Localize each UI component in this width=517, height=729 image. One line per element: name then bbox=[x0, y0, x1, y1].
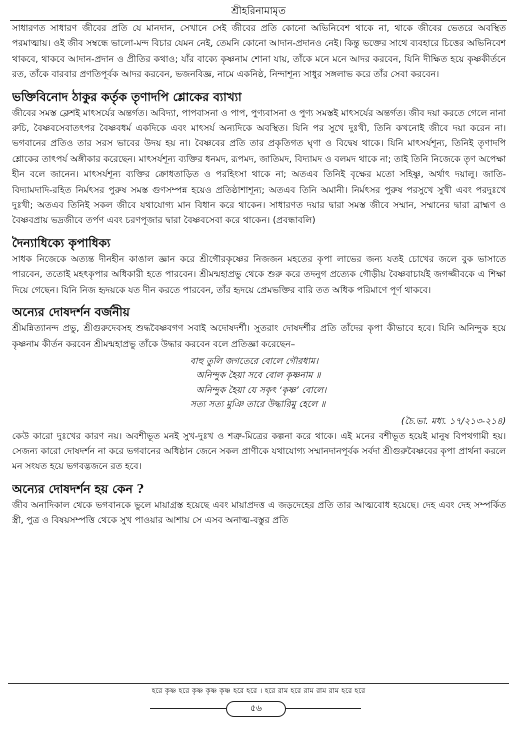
section-paragraph-fault-finding: শ্রীমন্নিত্যানন্দ প্রভু, শ্রীগুরুদেবসহ শুদ্ধবৈষ্ণবগণ সবাই অদোষদর্শী। সুতরাং দোষদর্শীর প্রতি তাঁদের কৃপা কীভাবে হবে। যিনি অনিন্দুক হয়ে কৃষ্ণনাম কীর্তন করবেন শ্রীমন্মহাপ্রভু তাঁকে উদ্ধার করবেন বলে প্রতিজ্ঞা করেছেন– bbox=[12, 324, 506, 350]
section-heading-why-faults: অন্যের দোষদর্শন হয় কেন ? bbox=[12, 481, 144, 496]
section-heading-humility: দৈন্যাধিক্যে কৃপাধিক্য bbox=[12, 235, 111, 250]
page-number: ৫৬ bbox=[226, 701, 286, 717]
verse-block bbox=[12, 355, 506, 413]
verse-citation: (চৈ.ভা. মধ্য. ১৭/২১৩-২১৪) bbox=[401, 416, 506, 427]
page-number-rule-right bbox=[285, 708, 361, 709]
section-heading-trinadapi: ভক্তিবিনোদ ঠাকুর কর্তৃক তৃণাদপি শ্লোকের ব্যাখ্যা bbox=[12, 89, 242, 104]
section-paragraph-why-faults: জীব অনাদিকাল থেকে ভগবানকে ভুলে মায়াগ্রস্ত হয়েছে এবং মায়াপ্রদত্ত এ জড়দেহের প্রতি তার আত্মবোধ হয়েছে। দেহ এবং দেহ সম্পর্কিত স্ত্রী, পুত্র ও বিষয়সম্পত্তি থেকে সুখ পাওয়ার আশায় সে এসব অনাত্ম-বস্তুর প্রতি bbox=[12, 500, 506, 527]
footer-mantra: হরে কৃষ্ণ হরে কৃষ্ণ কৃষ্ণ কৃষ্ণ হরে হরে । হরে রাম হরে রাম রাম রাম হরে হরে bbox=[151, 687, 366, 695]
verse-line: অনিন্দুক হৈয়া যে সকৃৎ ‘কৃষ্ণ’ বোলে। bbox=[196, 385, 327, 396]
page-number-rule-left bbox=[150, 708, 226, 709]
footer-divider bbox=[8, 683, 509, 684]
running-header: শ্রীহরিনামামৃত bbox=[231, 6, 286, 17]
intro-paragraph: সাধারণত সাধারণ জীবের প্রতি যে মানদান, সেখানে সেই জীবের প্রতি কোনো অভিনিবেশ থাকে না, থাকে জীবের ভেতরে অবস্থিত পরমাত্মায়। ওই জীব সম্বন্ধে ভালো-মন্দ বিচার যেমন নেই, তেমনি কোনো আদান-প্রদানও নেই। কিন্তু ভক্তের সাথে ব্যবহারে চিত্তের অভিনিবেশ থাকবে, থাকবে আদান-প্রদান ও প্রীতির কথাও; যাঁর বাক্যে কৃষ্ণনাম শোনা যায়, তাঁকে মনে মনে আদর করবেন, যিনি দীক্ষিত হয়ে কৃষ্ণকীর্তনে রত, তাঁকে বারবার প্রণতিপূর্বক আদর করবেন, ভজনবিজ্ঞ, নামে একনিষ্ঠ, নিন্দাশূন্য সাধুর সঙ্গলাভ করে তাঁর সেবা করবেন। bbox=[12, 24, 506, 81]
page-body bbox=[12, 22, 506, 677]
verse-line: সত্য সত্য মুঞি তারে উদ্ধারিমু হেলে ॥ bbox=[190, 400, 326, 411]
section-paragraph-trinadapi: জীবের সমস্ত ক্লেশই মাৎসর্যের অন্তর্গত। অবিদ্যা, পাপবাসনা ও পাপ, পুণ্যবাসনা ও পুণ্য সমস্তই মাৎসর্যের অন্তর্গত। জীব দয়া করতে গেলে নানা রুচি, বৈষ্ণবসেবাতৎপর বৈষ্ণবধর্ম একদিকে এবং মাৎসর্য অন্যদিকে অবস্থিত। যিনি পর সুখে দুঃখী, তিনি কখনোই জীবে দয়া করেন না। ভগবানের প্রতিও তার সরস ভাবের উদয় হয় না। বৈষ্ণবের প্রতি তার প্রকৃতিগত ঘৃণা ও বিদ্বেষ থাকে। যিনি মাৎসর্যশূন্য, তিনিই তৃণাদপি শ্লোকের তাৎপর্য অঙ্গীকার করেছেন। মাৎসর্যশূন্য ব্যক্তির ধনমদ, রূপমদ, জাতিমদ, বিদ্যামদ ও বলমদ থাকে না; তাই তিনি নিজেকে তৃণ অপেক্ষা হীন বলে জানেন। মাৎসর্যশূন্য ব্যক্তির ক্রোধতাড়িত ও পরহিংসা থাকে না; অতএব তিনিই বৃক্ষের মতো সহিষ্ণু, অর্থাৎ দয়ালু। জাতি-বিদ্যামদাদি-রহিত নির্মৎসর পুরুষ সমস্ত গুণসম্পন্ন হয়েও প্রতিষ্ঠাশাশূন্য; অতএব তিনি অমানী। নির্মৎসর পুরুষ পরসুখে সুখী এবং পরদুঃখে দুঃখী; অতএব তিনিই সকল জীবে যথাযোগ্য মান বিধান করে থাকেন। সাধারণত দয়ার দ্বারা সমস্ত জীবে সম্মান, সম্মানের দ্বারা ব্রাহ্মণ ও বৈষ্ণবপ্রায় ভদ্রজীবে তর্পণ এবং চরণপূজার দ্বারা বৈষ্ণবসেবা করে থাকেন। (প্রবন্ধাবলি) bbox=[12, 108, 506, 227]
section-paragraph-mind: কেউ কারো দুঃখের কারণ নয়। অবশীভূত মনই সুখ-দুঃখ ও শত্রু-মিত্রের কল্পনা করে থাকে। এই মনের বশীভূত হয়েই মানুষ বিপথগামী হয়। সেজন্য কারো দোষদর্শন না করে ভগবানের অধিষ্ঠান জেনে সকল প্রাণীকে যথাযোগ্য সম্মানদানপূর্বক সর্বদা শ্রীগুরুবৈষ্ণবের কৃপা প্রার্থনা করলে মন সংযত হয়ে ভগবদ্ভজনে রত হবে। bbox=[12, 431, 506, 473]
verse-line: অনিন্দুক হৈয়া সবে বোল কৃষ্ণনাম ॥ bbox=[196, 371, 321, 382]
section-heading-fault-finding: অন্যের দোষদর্শন বর্জনীয় bbox=[12, 305, 130, 320]
header-divider bbox=[10, 20, 507, 21]
verse-line: বাহু তুলি জগতেরে বোলে গৌরধাম। bbox=[190, 356, 319, 367]
section-paragraph-humility: সাধক নিজেকে অত্যন্ত দীনহীন কাঙাল জ্ঞান করে শ্রীগৌরকৃষ্ণের নিজজন মহতের কৃপা লাভের জন্য যতই চোখের জলে বুক ভাসাতে পারবেন, ততোই মহৎকৃপার অধিকারী হতে পারবেন। শ্রীমন্মহাপ্রভু থেকে শুরু করে তদনুগ প্রত্যেক গৌড়ীয় বৈষ্ণবাচার্যই জগজ্জীবকে এ শিক্ষা দিয়ে গেছেন। যিনি নিজ হৃদয়কে যত দীন করতে পারবেন, তাঁর হৃদয়ে প্রেমভক্তির বারি তত অধিক পরিমাণে পূর্ণ থাকবে। bbox=[12, 254, 506, 296]
